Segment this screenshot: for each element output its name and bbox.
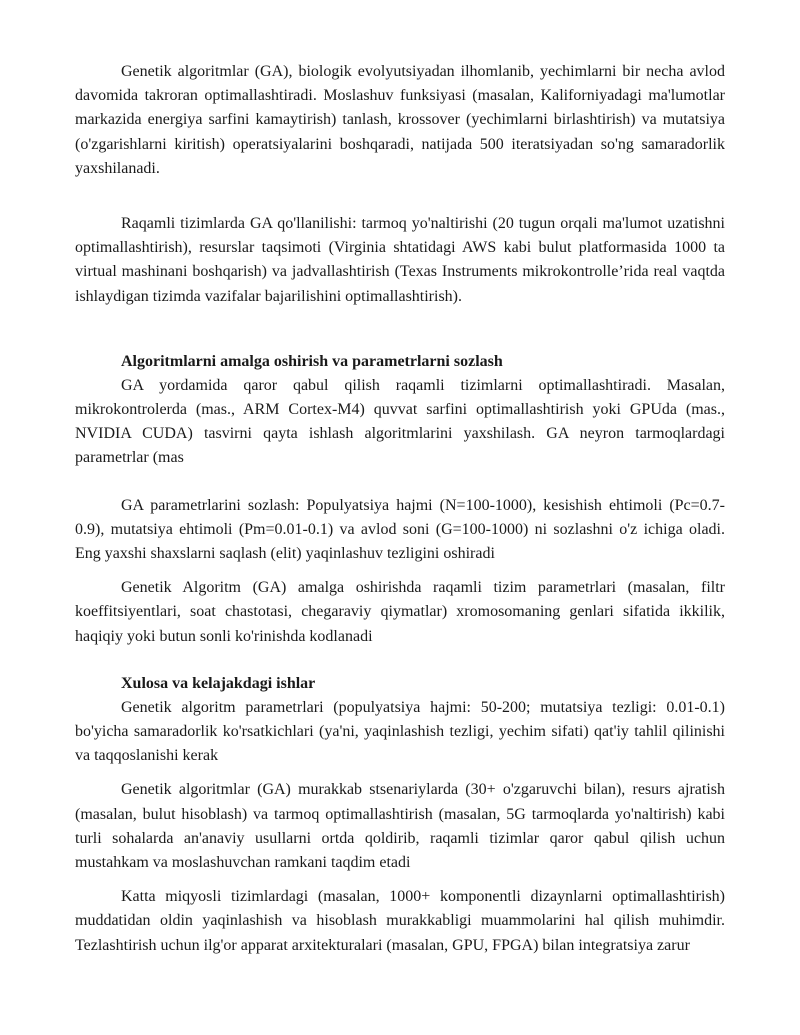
paragraph-ga-performance: Genetik algoritm parametrlari (populyatsiya hajmi: 50-200; mutatsiya tezligi: 0.01-0.1) bo'yicha samaradorlik ko'rsatkichlari (ya'ni, yaqinlashish tezligi, yechim sifati) qat'iy tahlil qilinishi va taqqoslanishi kerak xyxy=(75,698,725,765)
paragraph-ga-complex-scenarios: Genetik algoritmlar (GA) murakkab stsenariylarda (30+ o'zgaruvchi bilan), resurs ajratish (masalan, bulut hisoblash) va tarmoq optimallashtirish (masalan, 5G tarmoqlarda yo'naltirish) kabi turli sohalarda an'anaviy usullarni ortda qoldirib, raqamli tizimlar qaror qabul qilish uchun mustahkam va moslashuvchan ramkani taqdim etadi xyxy=(75,781,725,872)
paragraph-ga-decision-making: GA yordamida qaror qabul qilish raqamli tizimlarni optimallashtiradi. Masalan, mikrokontrolerda (mas., ARM Cortex-M4) quvvat sarfini optimallashtirish yoki GPUda (mas., NVIDIA CUDA) tasvirni qayta ishlash algoritmlarini yaxshilash. GA neyron tarmoqlardagi parametrlar (mas xyxy=(75,376,725,467)
paragraph-ga-intro: Genetik algoritmlar (GA), biologik evolyutsiyadan ilhomlanib, yechimlarni bir necha avlod davomida takroran optimallashtiradi. Moslashuv funksiyasi (masalan, Kaliforniyadagi ma'lumotlar markazida energiya sarfini kamaytirish) tanlash, krossover (yechimlarni birlashtirish) va mutatsiya (o'zgarishlarni kiritish) operatsiyalarini boshqaradi, natijada 500 iteratsiyadan so'ng samaradorlik yaxshilanadi. xyxy=(75,63,725,177)
spacer xyxy=(75,181,725,212)
paragraph-ga-encoding: Genetik Algoritm (GA) amalga oshirishda raqamli tizim parametrlari (masalan, filtr koeffitsiyentlari, soat chastotasi, chegaraviy qiymatlar) xromosomaning genlari sifatida ikkilik, haqiqiy yoki butun sonli ko'rinishda kodlanadi xyxy=(75,579,725,645)
spacer xyxy=(75,566,725,576)
spacer xyxy=(75,309,725,350)
paragraph-ga-large-scale: Katta miqyosli tizimlardagi (masalan, 1000+ komponentli dizaynlarni optimallashtirish) muddatidan oldin yaqinlashish va hisoblash murakkabligi muammolarini hal qilish muhimdir. Tezlashtirish uchun ilg'or apparat arxitekturalari (masalan, GPU, FPGA) bilan integratsiya zarur xyxy=(75,888,725,954)
spacer xyxy=(75,471,725,494)
paragraph-ga-parameter-tuning: GA parametrlarini sozlash: Populyatsiya hajmi (N=100-1000), kesishish ehtimoli (Pc=0.7-0.9), mutatsiya ehtimoli (Pm=0.01-0.1) va avlod soni (G=100-1000) ni sozlashni o'z ichiga oladi. Eng yaxshi shaxslarni saqlash (elit) yaqinlashuv tezligini oshiradi xyxy=(75,496,725,563)
section-heading-conclusion: Xulosa va kelajakdagi ishlar xyxy=(121,674,316,692)
spacer xyxy=(75,768,725,778)
spacer xyxy=(75,875,725,885)
spacer xyxy=(75,649,725,672)
paragraph-ga-applications: Raqamli tizimlarda GA qo'llanilishi: tarmoq yo'naltirishi (20 tugun orqali ma'lumot uzatishni optimallashtirish), resurslar taqsimoti (Virginia shtatidagi AWS kabi bulut platformasida 1000 ta virtual mashinani boshqarish) va jadvallashtirish (Texas Instruments mikrokontrolle’rida real vaqtda ishlaydigan tizimda vazifalar bajarilishini optimallashtirish). xyxy=(75,215,725,305)
section-heading-implementation: Algoritmlarni amalga oshirish va parametrlarni sozlash xyxy=(121,352,503,370)
